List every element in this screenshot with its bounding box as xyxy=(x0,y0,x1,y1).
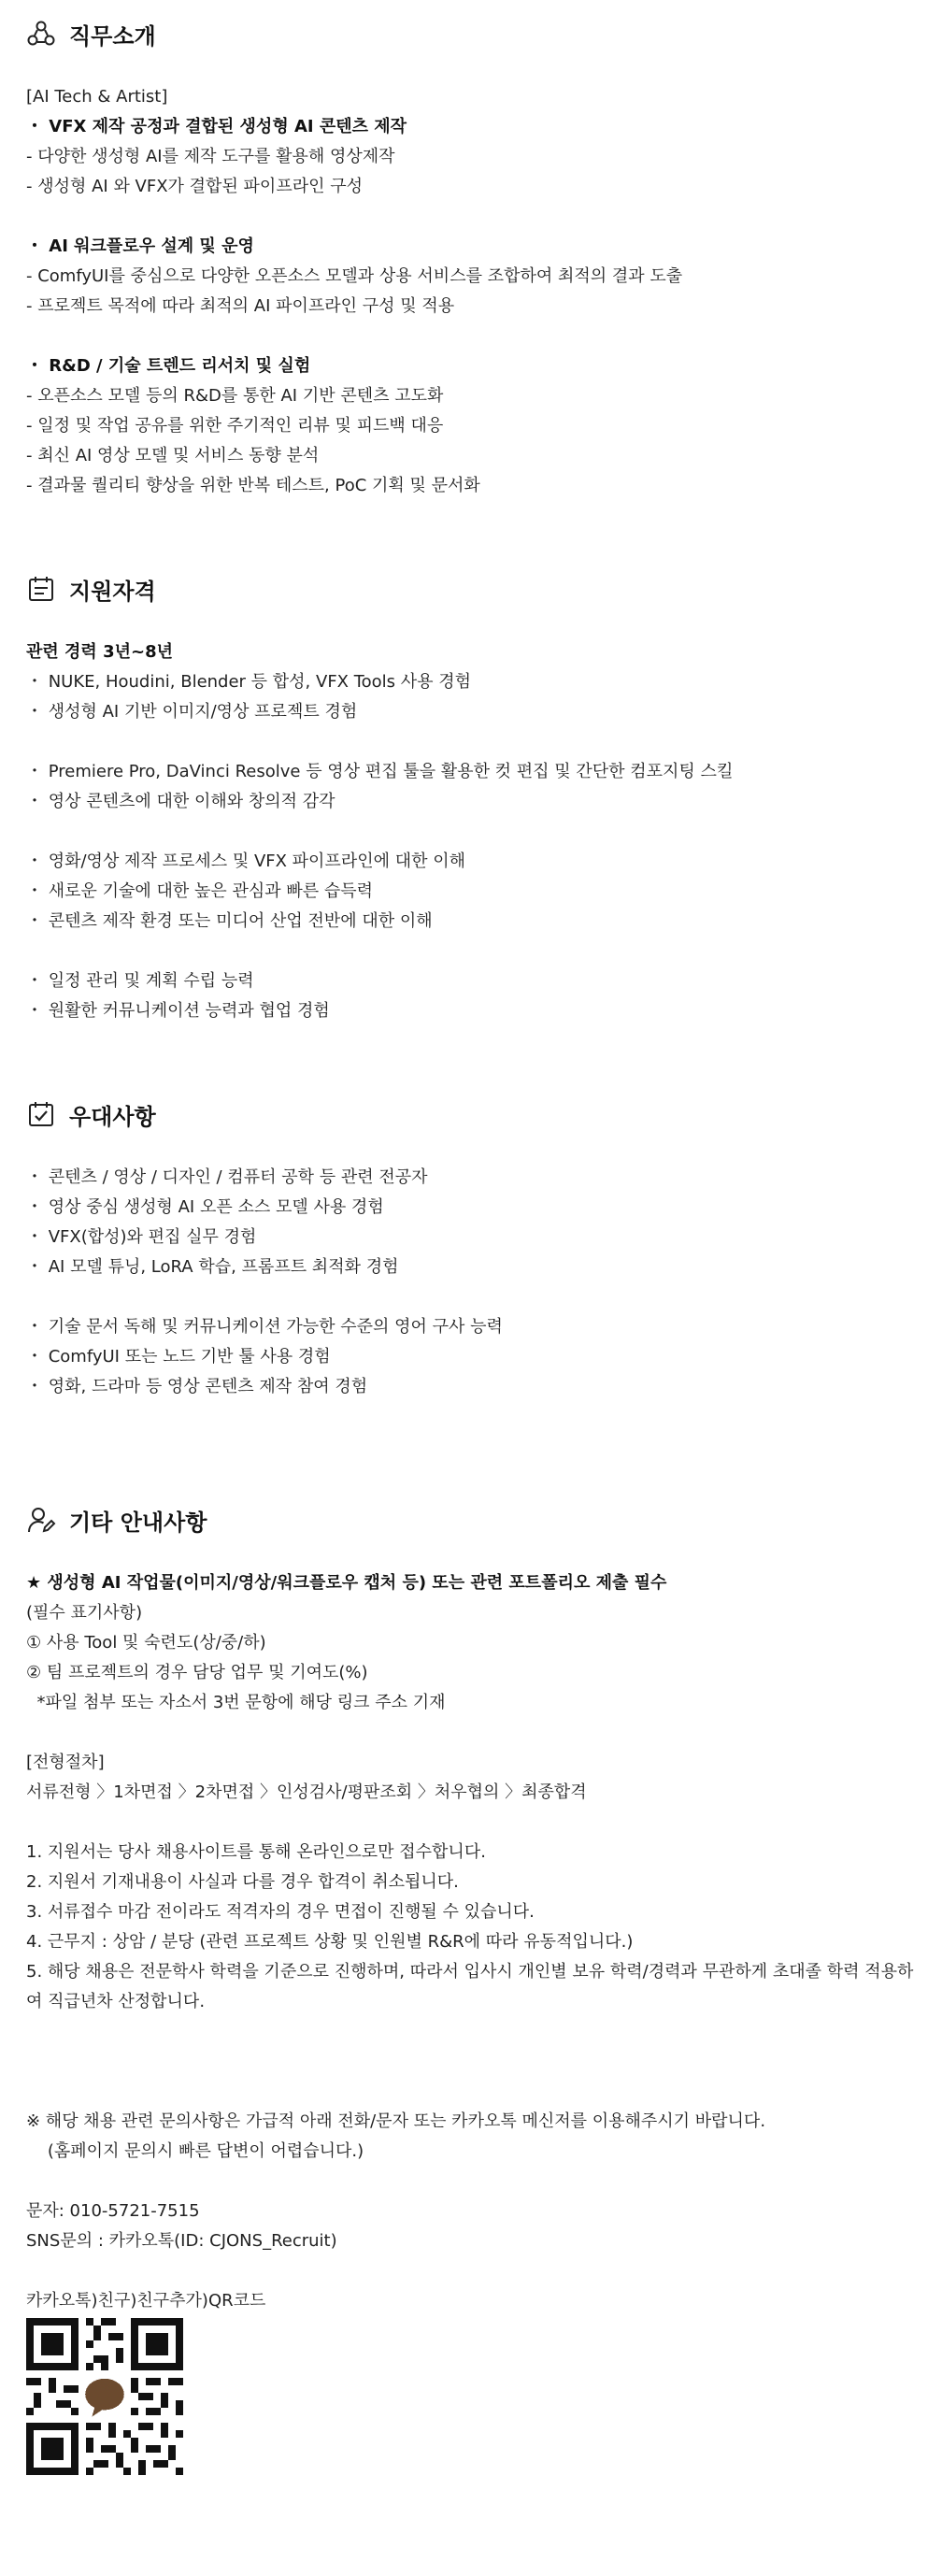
job-line: ・ VFX 제작 공정과 결합된 생성형 AI 콘텐츠 제작 xyxy=(26,117,407,136)
section-title-text: 기타 안내사항 xyxy=(69,1509,207,1536)
etc-line: SNS문의 : 카카오톡(ID: CJONS_Recruit) xyxy=(26,2231,337,2251)
etc-line: 문자: 010-5721-7515 xyxy=(26,2201,200,2221)
qual-line: ・ Premiere Pro, DaVinci Resolve 등 영상 편집 툴을 활용한 컷 편집 및 간단한 컴포지팅 스킬 xyxy=(26,762,734,781)
qr-code-icon[interactable] xyxy=(26,2318,183,2475)
qual-line: ・ 영상 콘텐츠에 대한 이해와 창의적 감각 xyxy=(26,792,335,811)
pref-line: ・ 기술 문서 독해 및 커뮤니케이션 가능한 수준의 영어 구사 능력 xyxy=(26,1317,503,1337)
job-line: ・ R&D / 기술 트렌드 리서치 및 실험 xyxy=(26,356,311,376)
etc-line: [전형절차] xyxy=(26,1753,105,1772)
etc-line: ② 팀 프로젝트의 경우 담당 업무 및 기여도(%) xyxy=(26,1663,368,1682)
etc-line: 카카오톡)친구)친구추가)QR코드 xyxy=(26,2291,266,2311)
etc-line: 5. 해당 채용은 전문학사 학력을 기준으로 진행하며, 따라서 입사시 개인별 보유 학력/경력과 무관하게 초대졸 학력 적용하여 직급년차 산정합니다. xyxy=(26,1962,914,2011)
etc-line: 2. 지원서 기재내용이 사실과 다를 경우 합격이 취소됩니다. xyxy=(26,1872,459,1892)
etc-line: 1. 지원서는 당사 채용사이트를 통해 온라인으로만 접수합니다. xyxy=(26,1842,486,1862)
job-line: - 프로젝트 목적에 따라 최적의 AI 파이프라인 구성 및 적용 xyxy=(26,296,455,316)
job-line: - 오픈소스 모델 등의 R&D를 통한 AI 기반 콘텐츠 고도화 xyxy=(26,386,444,406)
job-line: ・ AI 워크플로우 설계 및 운영 xyxy=(26,236,254,256)
qual-line: ・ 원활한 커뮤니케이션 능력과 협업 경험 xyxy=(26,1001,330,1021)
qual-line: ・ 일정 관리 및 계획 수립 능력 xyxy=(26,971,254,991)
pref-line: ・ VFX(합성)와 편집 실무 경험 xyxy=(26,1227,257,1247)
person-edit-icon xyxy=(26,1505,56,1535)
job-line: - 생성형 AI 와 VFX가 결합된 파이프라인 구성 xyxy=(26,177,363,196)
section-title-job xyxy=(26,15,156,52)
job-line: - 일정 및 작업 공유를 위한 주기적인 리뷰 및 피드백 대응 xyxy=(26,416,444,436)
etc-line: 4. 근무지 : 상암 / 분당 (관련 프로젝트 상황 및 인원별 R&R에 따라 유동적입니다.) xyxy=(26,1932,634,1952)
list-icon xyxy=(26,574,56,604)
pref-line: ・ 영화, 드라마 등 영상 콘텐츠 제작 참여 경험 xyxy=(26,1377,368,1396)
job-line: - ComfyUI를 중심으로 다양한 오픈소스 모델과 상용 서비스를 조합하여 최적의 결과 도출 xyxy=(26,266,683,286)
qual-line: ・ 생성형 AI 기반 이미지/영상 프로젝트 경험 xyxy=(26,702,358,722)
etc-line: ※ 해당 채용 관련 문의사항은 가급적 아래 전화/문자 또는 카카오톡 메신저를 이용해주시기 바랍니다. xyxy=(26,2111,766,2131)
pref-line: ・ ComfyUI 또는 노드 기반 툴 사용 경험 xyxy=(26,1347,331,1367)
etc-line: 서류전형 〉1차면접 〉2차면접 〉인성검사/평판조회 〉처우협의 〉최종합격 xyxy=(26,1782,587,1802)
job-line: [AI Tech & Artist] xyxy=(26,87,168,107)
pref-line: ・ 콘텐츠 / 영상 / 디자인 / 컴퓨터 공학 등 관련 전공자 xyxy=(26,1167,428,1187)
job-line: - 다양한 생성형 AI를 제작 도구를 활용해 영상제작 xyxy=(26,147,395,166)
etc-line: (홈페이지 문의시 빠른 답변이 어렵습니다.) xyxy=(26,2141,364,2161)
job-line: - 결과물 퀄리티 향상을 위한 반복 테스트, PoC 기획 및 문서화 xyxy=(26,476,480,495)
qual-line: 관련 경력 3년~8년 xyxy=(26,642,173,662)
section-title-text: 우대사항 xyxy=(69,1103,156,1130)
job-line: - 최신 AI 영상 모델 및 서비스 동향 분석 xyxy=(26,446,320,465)
qual-line: ・ 영화/영상 제작 프로세스 및 VFX 파이프라인에 대한 이해 xyxy=(26,852,465,871)
qual-line: ・ 콘텐츠 제작 환경 또는 미디어 산업 전반에 대한 이해 xyxy=(26,911,433,931)
people-triangle-icon xyxy=(26,19,56,49)
qual-line: ・ NUKE, Houdini, Blender 등 합성, VFX Tools 사용 경험 xyxy=(26,672,472,692)
pref-line: ・ AI 모델 튜닝, LoRA 학습, 프롬프트 최적화 경험 xyxy=(26,1257,399,1277)
calendar-check-icon xyxy=(26,1099,56,1129)
pref-line: ・ 영상 중심 생성형 AI 오픈 소스 모델 사용 경험 xyxy=(26,1197,384,1217)
section-title-qual xyxy=(26,570,156,608)
section-title-text: 직무소개 xyxy=(69,22,156,50)
etc-line: *파일 첨부 또는 자소서 3번 문항에 해당 링크 주소 기재 xyxy=(26,1693,446,1712)
etc-line: ★ 생성형 AI 작업물(이미지/영상/워크플로우 캡처 등) 또는 관련 포트폴리오 제출 필수 xyxy=(26,1573,667,1593)
qual-line: ・ 새로운 기술에 대한 높은 관심과 빠른 습득력 xyxy=(26,881,374,901)
section-title-pref xyxy=(26,1095,156,1133)
section-title-text: 지원자격 xyxy=(69,578,156,605)
etc-line: (필수 표기사항) xyxy=(26,1603,143,1623)
etc-line: 3. 서류접수 마감 전이라도 적격자의 경우 면접이 진행될 수 있습니다. xyxy=(26,1902,535,1922)
section-title-etc xyxy=(26,1501,207,1538)
etc-line: ① 사용 Tool 및 숙련도(상/중/하) xyxy=(26,1633,266,1653)
